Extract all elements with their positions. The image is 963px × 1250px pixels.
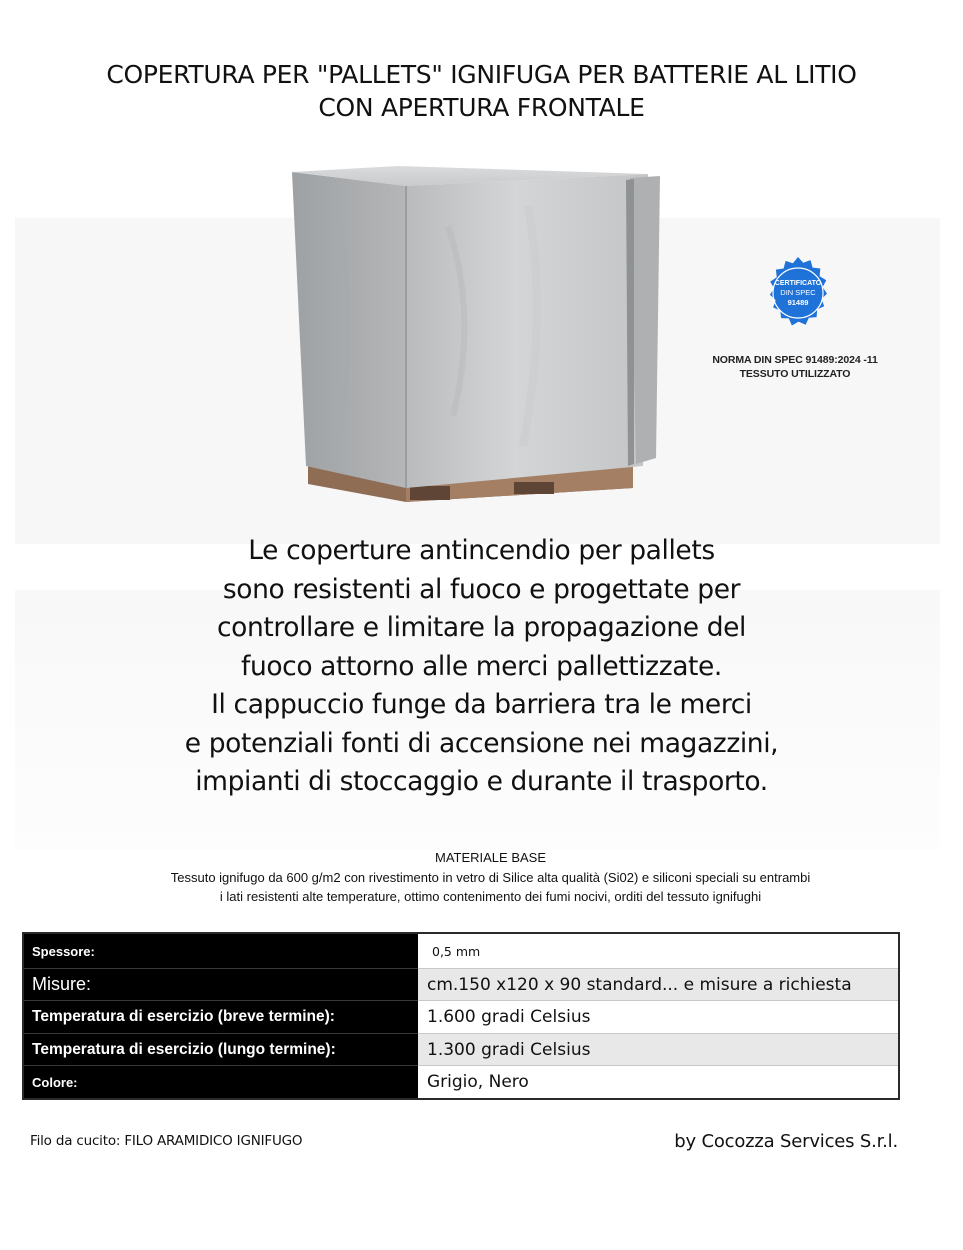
table-row bbox=[23, 1001, 899, 1034]
title-line-1: COPERTURA PER "PALLETS" IGNIFUGA PER BATTERIE AL LITIO bbox=[106, 60, 857, 89]
spec-value: cm.150 x120 x 90 standard... e misure a richiesta bbox=[418, 969, 899, 1001]
pallet-cover-image bbox=[278, 166, 668, 521]
spec-value: Grigio, Nero bbox=[418, 1066, 899, 1100]
description-line: controllare e limitare la propagazione del bbox=[217, 612, 746, 643]
spec-label: Temperatura di esercizio (breve termine): bbox=[23, 1001, 418, 1034]
badge-caption bbox=[680, 353, 910, 381]
description-line: fuoco attorno alle merci pallettizzate. bbox=[241, 650, 722, 682]
material-line-2: i lati resistenti alte temperature, ottimo contenimento dei fumi nocivi, orditi del tessuto ignifughi bbox=[219, 889, 762, 904]
title-line-2: CON APERTURA FRONTALE bbox=[318, 93, 645, 122]
description-line: e potenziali fonti di accensione nei magazzini, bbox=[184, 727, 779, 759]
badge-line-1: CERTIFICATO bbox=[774, 280, 822, 287]
product-description bbox=[0, 532, 963, 802]
spec-label: Misure: bbox=[23, 969, 418, 1001]
spec-value: 1.300 gradi Celsius bbox=[418, 1034, 899, 1066]
description-line: sono resistenti al fuoco e progettate per bbox=[222, 573, 741, 605]
description-line: Il cappuccio funge da barriera tra le merci bbox=[211, 689, 752, 720]
certification-badge bbox=[761, 257, 835, 331]
material-description bbox=[0, 868, 963, 906]
badge-caption-line-2: TESSUTO UTILIZZATO bbox=[739, 368, 851, 380]
table-row bbox=[23, 1066, 899, 1100]
spec-label: Colore: bbox=[23, 1066, 418, 1100]
company-byline: by Cocozza Services S.r.l. bbox=[674, 1131, 898, 1152]
spec-label: Spessore: bbox=[23, 933, 418, 969]
spec-label: Temperatura di esercizio (lungo termine): bbox=[23, 1034, 418, 1066]
badge-caption-line-1: NORMA DIN SPEC 91489:2024 -11 bbox=[712, 354, 878, 366]
description-line: impianti di stoccaggio e durante il trasporto. bbox=[195, 766, 768, 797]
description-line: Le coperture antincendio per pallets bbox=[248, 535, 715, 566]
thread-note: Filo da cucito: FILO ARAMIDICO IGNIFUGO bbox=[30, 1133, 303, 1149]
badge-line-2: DIN SPEC bbox=[780, 288, 816, 297]
table-row bbox=[23, 933, 899, 969]
table-row bbox=[23, 969, 899, 1001]
spec-value: 1.600 gradi Celsius bbox=[418, 1001, 899, 1034]
table-row bbox=[23, 1034, 899, 1066]
material-line-1: Tessuto ignifugo da 600 g/m2 con rivestimento in vetro di Silice alta qualità (Si02) e siliconi speciali su entrambi bbox=[170, 870, 811, 885]
material-title: MATERIALE BASE bbox=[434, 850, 546, 865]
spec-table bbox=[22, 932, 900, 1100]
spec-value: 0,5 mm bbox=[418, 933, 899, 969]
badge-line-3: 91489 bbox=[787, 298, 809, 307]
document-title bbox=[0, 58, 963, 124]
